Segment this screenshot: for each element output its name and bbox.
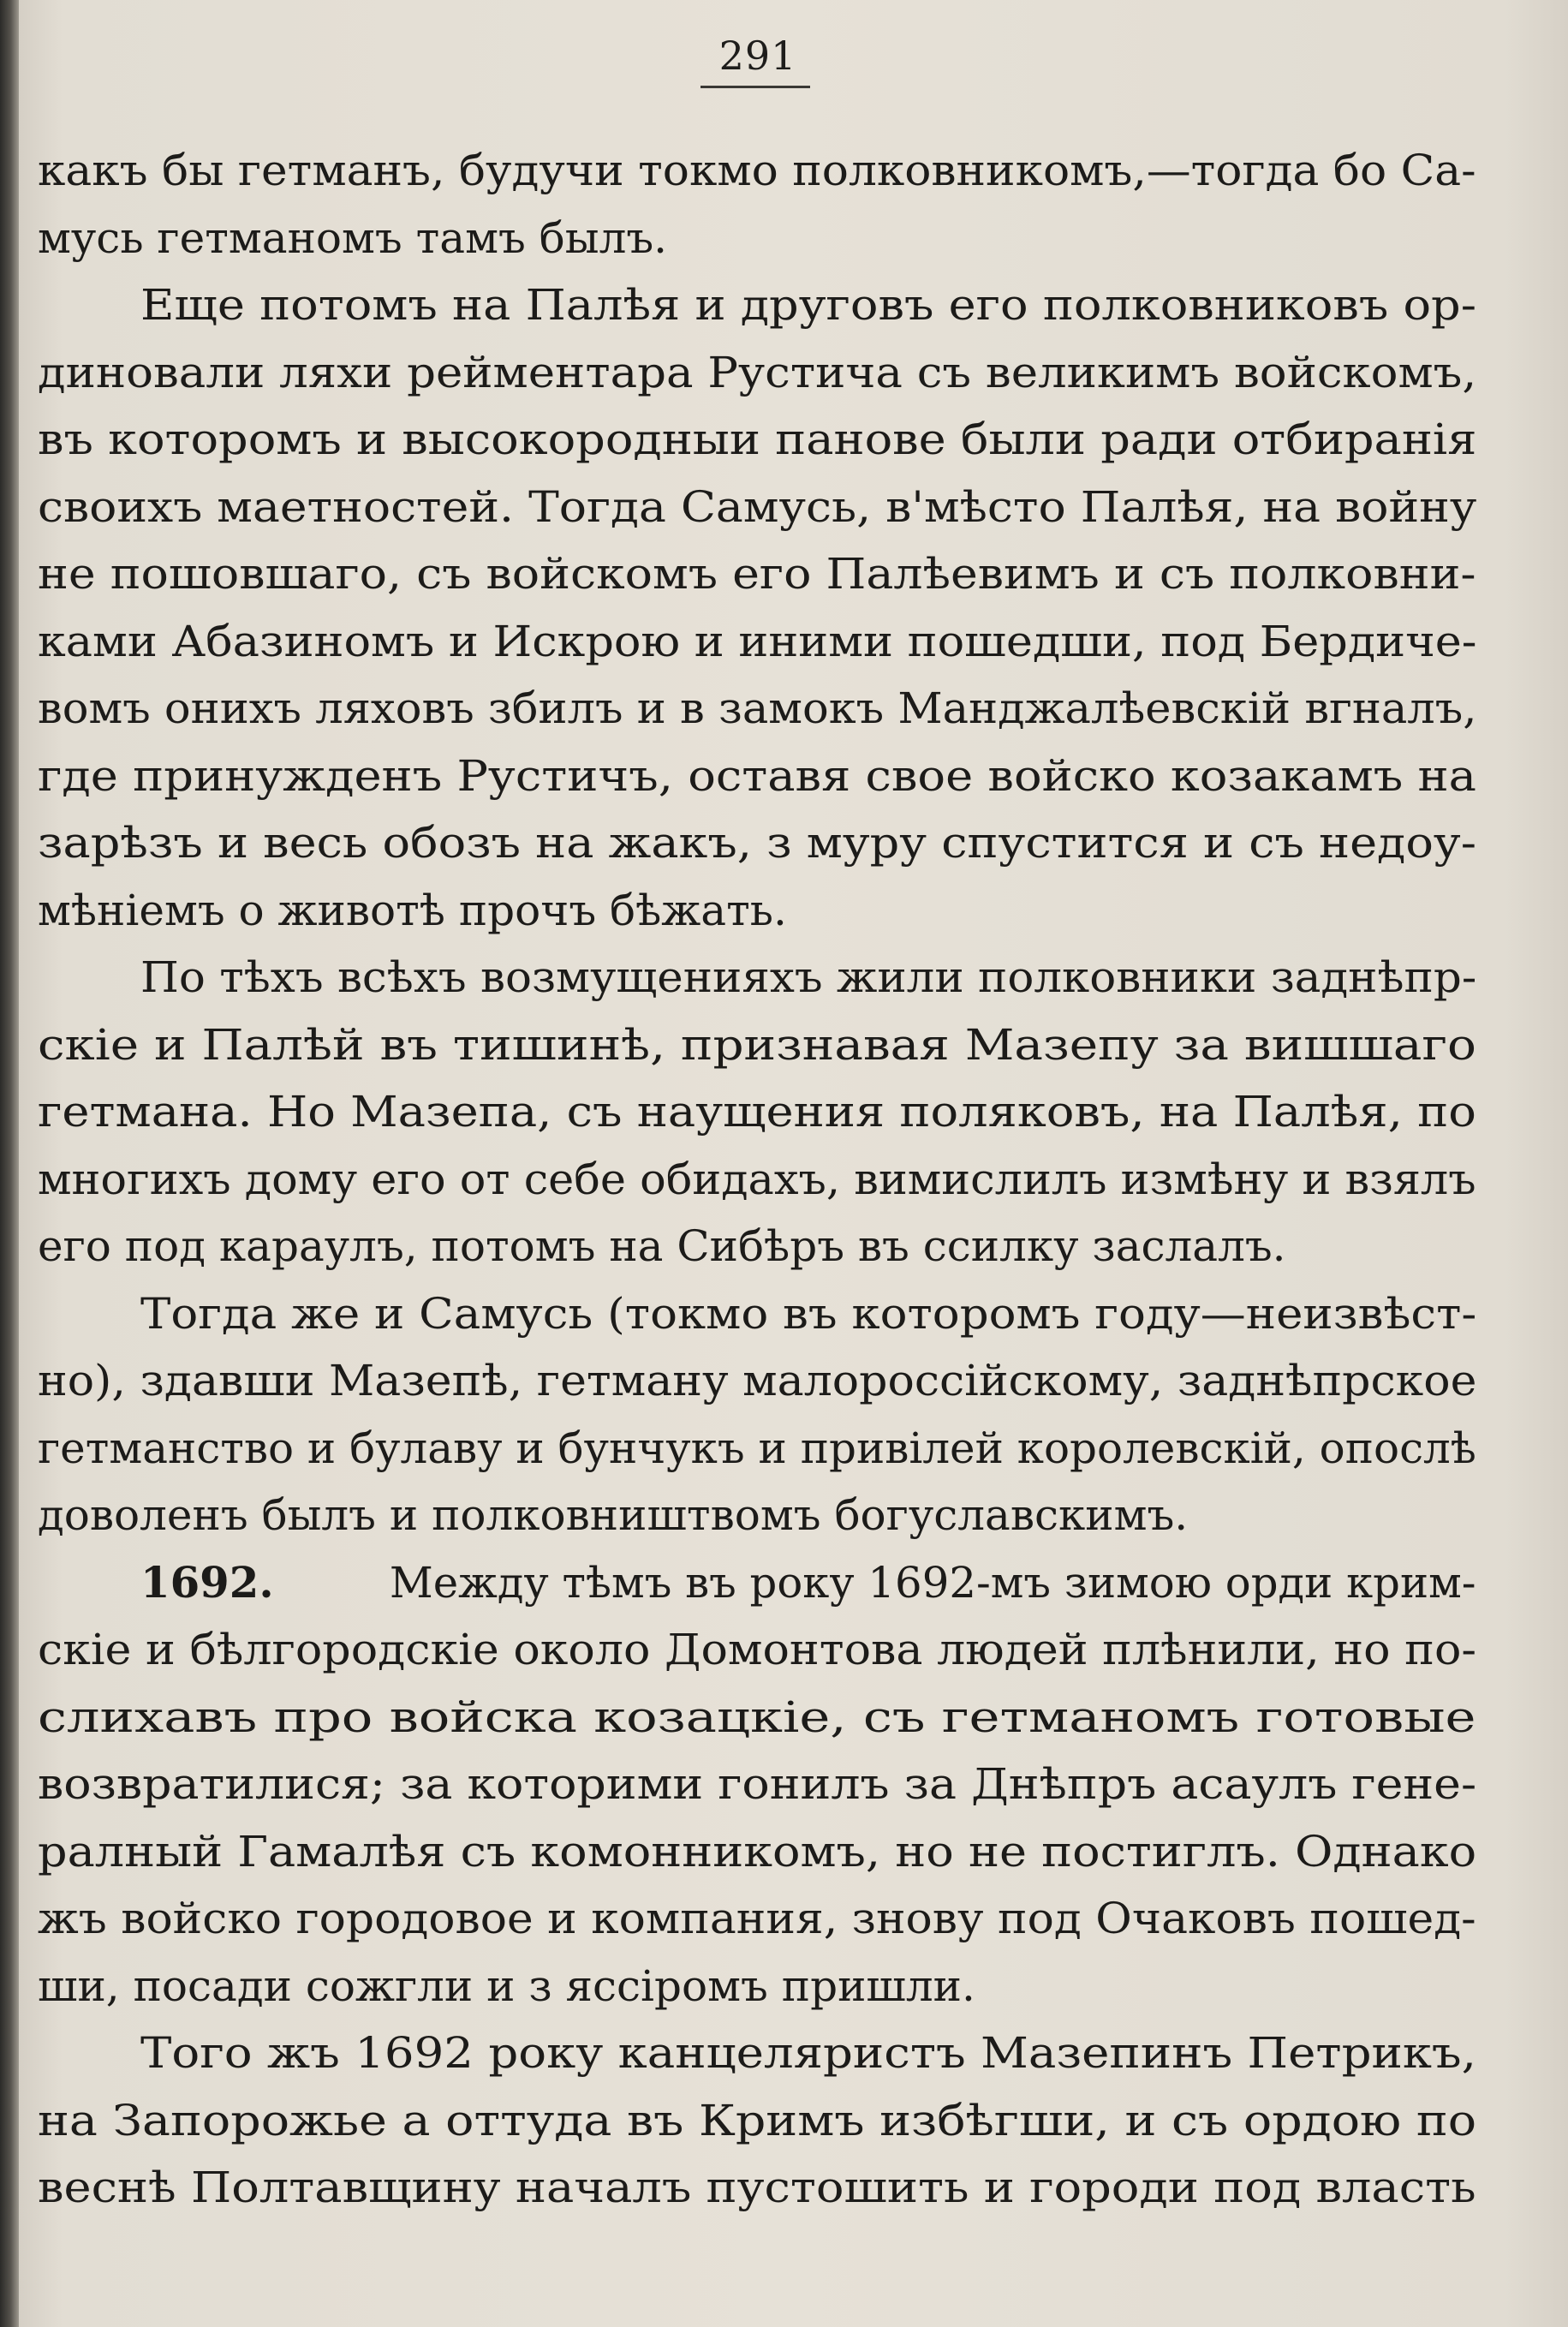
- text-line: По тѣхъ всѣхъ возмущенияхъ жили полковники заднѣпр-: [140, 952, 1477, 1002]
- text-line: жъ войско городовое и компания, знову под Очаковъ пошед-: [38, 1894, 1476, 1943]
- text-line: скіе и бѣлгородскіе около Домонтова людей плѣнили, но по-: [38, 1625, 1477, 1674]
- text-line: веснѣ Полтавщину началъ пустошить и городи под власть: [38, 2163, 1476, 2212]
- text-line: но), здавши Мазепѣ, гетману малороссійскому, заднѣпрское: [38, 1356, 1477, 1405]
- text-line: Еще потомъ на Палѣя и друговъ его полковниковъ ор-: [140, 280, 1476, 330]
- text-line: ши, посади сожгли и з яссіромъ пришли.: [38, 1960, 975, 2011]
- text-line: мѣніемъ о животѣ прочъ бѣжать.: [38, 885, 787, 935]
- main-text: [38, 137, 1476, 2222]
- text-line: въ которомъ и высокородныи панове были ради отбиранія: [38, 415, 1477, 464]
- text-line: какъ бы гетманъ, будучи токмо полковникомъ,—тогда бо Са-: [38, 146, 1476, 195]
- text-line: Тогда же и Самусь (токмо въ которомъ году—неизвѣст-: [140, 1288, 1477, 1339]
- text-line: слихавъ про войска козацкіе, съ гетманомъ готовые: [38, 1692, 1476, 1742]
- text-line: Того жъ 1692 року канцеляристъ Мазепинъ Петрикъ,: [140, 2028, 1476, 2078]
- text-line: где принужденъ Рустичъ, оставя свое войско козакамъ на: [38, 750, 1476, 801]
- text-line: своихъ маетностей. Тогда Самусь, в'мѣсто Палѣя, на войну: [38, 481, 1477, 532]
- text-line: вомъ онихъ ляховъ збилъ и в замокъ Манджалѣевскій вгналъ,: [38, 683, 1477, 733]
- text-line: на Запорожье а оттуда въ Кримъ избѣгши, и съ ордою по: [38, 2095, 1477, 2145]
- text-line: мусь гетманомъ тамъ былъ.: [38, 212, 668, 263]
- text-line: ками Абазиномъ и Искрою и иними пошедши, под Бердиче-: [38, 616, 1477, 666]
- text-line: не пошовшаго, съ войскомъ его Палѣевимъ и съ полковни-: [38, 549, 1476, 599]
- text-line: многихъ дому его от себе обидахъ, вимислилъ измѣну и взялъ: [38, 1154, 1476, 1204]
- text-line: возвратилися; за которими гонилъ за Днѣпръ асаулъ гене-: [38, 1759, 1477, 1809]
- text-line: ралный Гамалѣя съ комонникомъ, но не постиглъ. Однако: [38, 1826, 1477, 1877]
- text-line: гетманство и булаву и бунчукъ и привілей королевскій, опослѣ: [38, 1423, 1476, 1473]
- page-number-rule: [701, 86, 810, 88]
- text-line: зарѣзъ и весь обозъ на жакъ, з муру спустится и съ недоу-: [38, 818, 1476, 868]
- book-spine-shadow: [0, 0, 19, 2327]
- text-line: доволенъ былъ и полковништвомъ богуславскимъ.: [38, 1490, 1189, 1540]
- text-line: его под караулъ, потомъ на Сибѣръ въ ссилку заслалъ.: [38, 1221, 1286, 1271]
- page-number: 291: [718, 33, 797, 79]
- text-line: гетмана. Но Мазепа, съ наущения поляковъ, на Палѣя, по: [38, 1087, 1476, 1137]
- text-line: скіе и Палѣй въ тишинѣ, признавая Мазепу за вишшаго: [38, 1019, 1476, 1070]
- text-line: 1692. Между тѣмъ въ року 1692-мъ зимою орди крим-: [140, 1556, 1476, 1608]
- year-marker: 1692.: [140, 1556, 274, 1608]
- text-line: диновали ляхи рейментара Рустича съ великимъ войскомъ,: [38, 347, 1477, 397]
